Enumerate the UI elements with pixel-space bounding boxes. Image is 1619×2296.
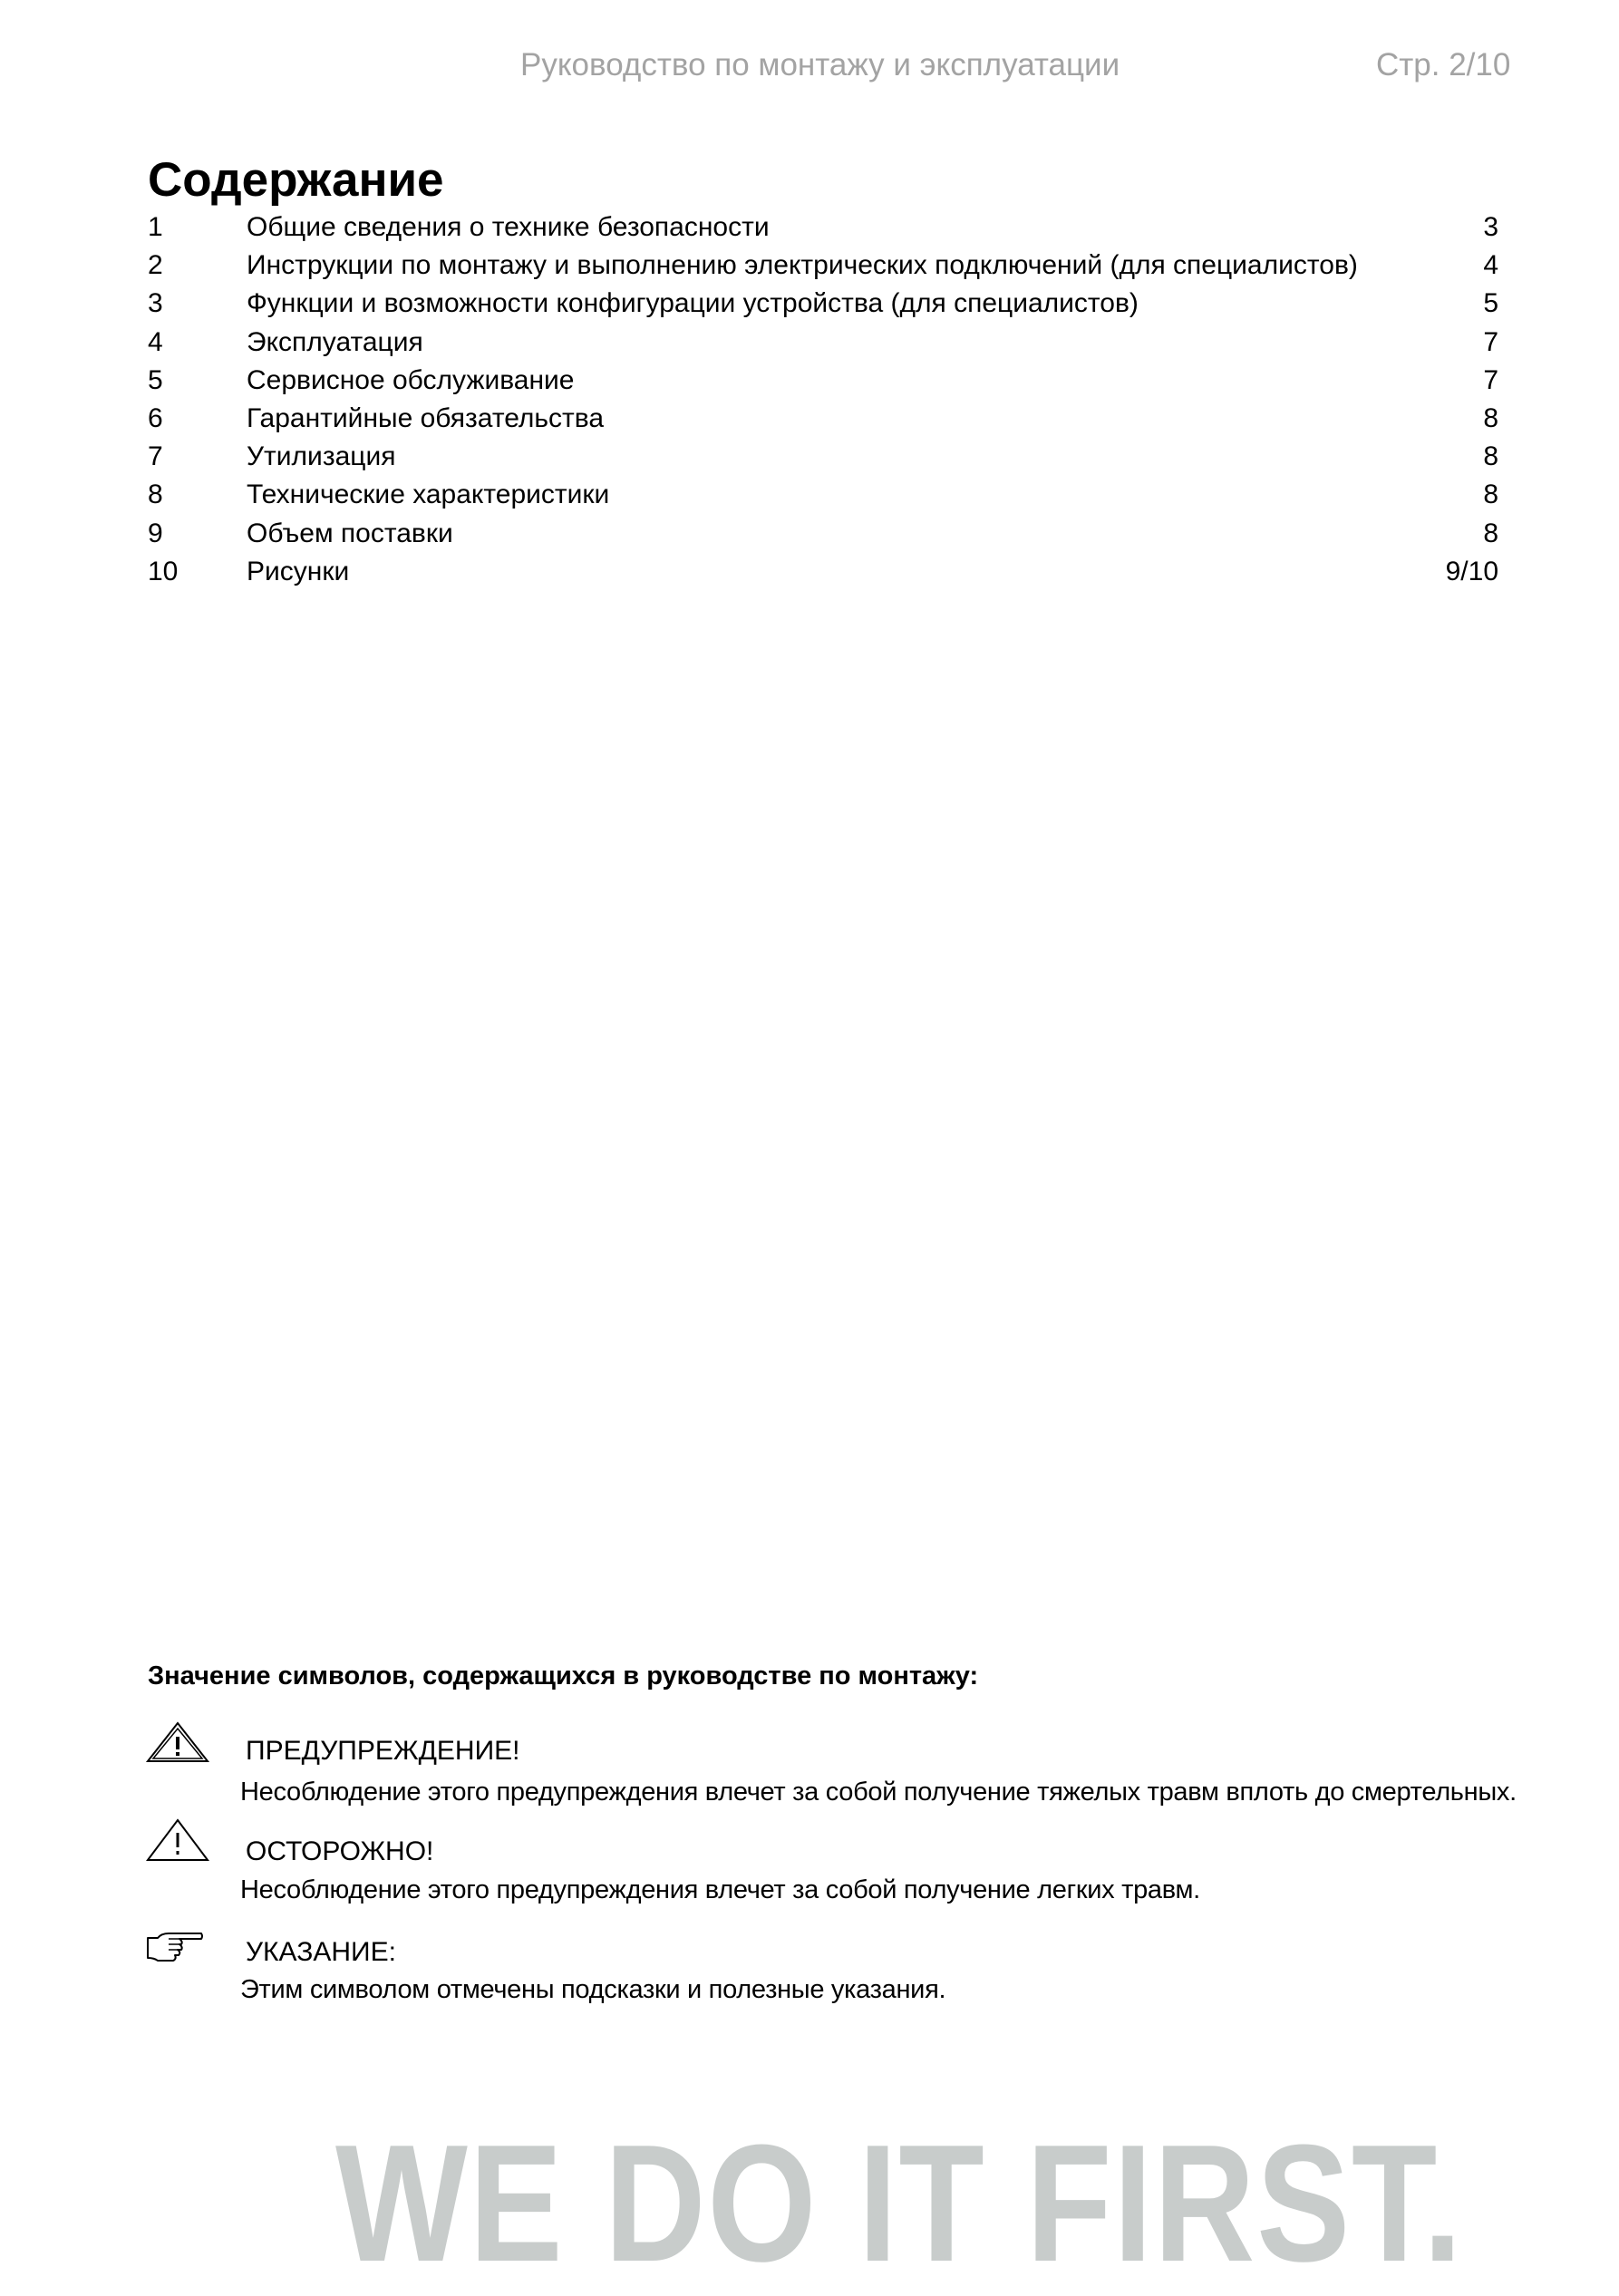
toc-title: Общие сведения о технике безопасности bbox=[247, 212, 770, 242]
toc-row bbox=[148, 438, 1498, 476]
toc-number: 3 bbox=[148, 288, 163, 319]
toc-title: Утилизация bbox=[247, 441, 396, 472]
toc-title: Объем поставки bbox=[247, 518, 453, 548]
toc-title: Функции и возможности конфигурации устройства (для специалистов) bbox=[247, 288, 1139, 319]
toc-number: 10 bbox=[148, 556, 179, 586]
toc-row bbox=[148, 324, 1498, 362]
toc-row bbox=[148, 476, 1498, 514]
symbol-description: Несоблюдение этого предупреждения влечет за собой получение легких травм. bbox=[240, 1875, 1200, 1904]
symbol-label: ОСТОРОЖНО! bbox=[246, 1836, 434, 1866]
symbol-description: Этим символом отмечены подсказки и полезные указания. bbox=[240, 1975, 946, 2004]
caution-triangle-icon bbox=[145, 1817, 210, 1863]
toc-page: 8 bbox=[1483, 402, 1498, 433]
page-number: Стр. 2/10 bbox=[1376, 47, 1511, 82]
toc-row bbox=[148, 285, 1498, 323]
toc-title: Рисунки bbox=[247, 556, 350, 586]
brand-slogan: WE DO IT FIRST. bbox=[335, 2109, 1464, 2296]
symbol-description: Несоблюдение этого предупреждения влечет за собой получение тяжелых травм вплоть до смертельных. bbox=[240, 1778, 1517, 1807]
toc-page: 4 bbox=[1483, 250, 1498, 281]
toc-page: 8 bbox=[1483, 480, 1498, 510]
toc-number: 8 bbox=[148, 480, 163, 510]
toc-number: 2 bbox=[148, 250, 163, 281]
toc-page: 8 bbox=[1483, 518, 1498, 548]
warning-triangle-icon bbox=[145, 1720, 210, 1764]
toc-number: 6 bbox=[148, 402, 163, 433]
toc-row bbox=[148, 247, 1498, 285]
toc-page: 3 bbox=[1483, 212, 1498, 242]
toc-number: 5 bbox=[148, 364, 163, 395]
toc-title: Гарантийные обязательства bbox=[247, 402, 605, 433]
toc-page: 5 bbox=[1483, 288, 1498, 319]
toc-number: 9 bbox=[148, 518, 163, 548]
toc-row bbox=[148, 400, 1498, 438]
toc-number: 4 bbox=[148, 326, 163, 357]
symbols-heading: Значение символов, содержащихся в руководстве по монтажу: bbox=[148, 1661, 979, 1691]
toc-row bbox=[148, 362, 1498, 400]
toc-title: Сервисное обслуживание bbox=[247, 364, 575, 395]
toc-page: 7 bbox=[1483, 326, 1498, 357]
toc-row bbox=[148, 208, 1498, 247]
symbol-label: ПРЕДУПРЕЖДЕНИЕ! bbox=[246, 1736, 520, 1766]
pointing-hand-icon bbox=[145, 1931, 205, 1963]
page-header-title: Руководство по монтажу и эксплуатации bbox=[520, 47, 1120, 82]
toc-row bbox=[148, 553, 1498, 591]
toc-page: 8 bbox=[1483, 441, 1498, 472]
toc-title: Инструкции по монтажу и выполнению электрических подключений (для специалистов) bbox=[247, 250, 1358, 281]
toc-number: 1 bbox=[148, 212, 163, 242]
toc-heading: Содержание bbox=[148, 153, 444, 207]
toc-number: 7 bbox=[148, 441, 163, 472]
toc-title: Эксплуатация bbox=[247, 326, 423, 357]
toc-page: 7 bbox=[1483, 364, 1498, 395]
toc-title: Технические характеристики bbox=[247, 480, 610, 510]
toc-row bbox=[148, 515, 1498, 553]
table-of-contents bbox=[148, 208, 1498, 591]
symbol-label: УКАЗАНИЕ: bbox=[246, 1937, 396, 1967]
toc-page: 9/10 bbox=[1445, 556, 1498, 586]
